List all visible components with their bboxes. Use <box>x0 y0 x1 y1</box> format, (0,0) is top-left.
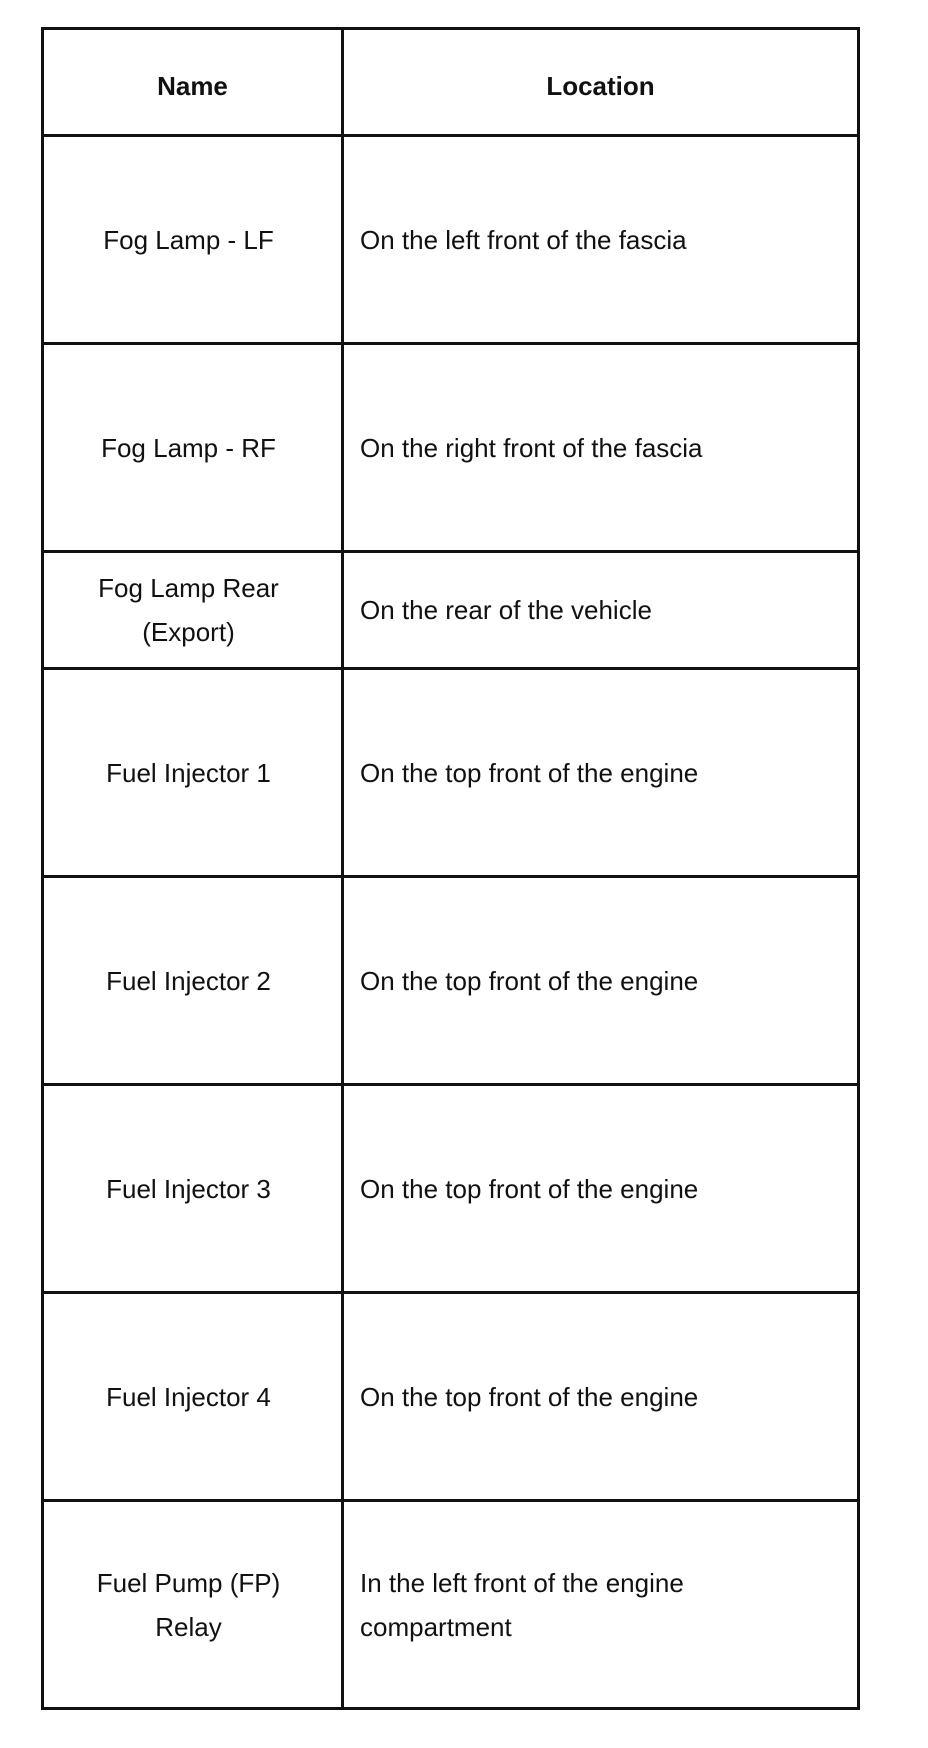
component-location-cell: In the left front of the engine compartment <box>343 1501 859 1709</box>
component-name-cell: Fuel Injector 2 <box>43 877 343 1085</box>
component-name-cell: Fuel Injector 3 <box>43 1085 343 1293</box>
component-location-cell: On the rear of the vehicle <box>343 552 859 669</box>
table-row <box>43 344 859 552</box>
component-location-table <box>41 27 860 1710</box>
component-name-cell: Fuel Pump (FP) Relay <box>43 1501 343 1709</box>
table-row <box>43 136 859 344</box>
component-location-cell: On the top front of the engine <box>343 877 859 1085</box>
name-column-header: Name <box>43 29 343 136</box>
component-location-cell: On the top front of the engine <box>343 669 859 877</box>
component-location-cell: On the top front of the engine <box>343 1293 859 1501</box>
component-name-cell: Fog Lamp - LF <box>43 136 343 344</box>
table-row <box>43 1293 859 1501</box>
table-row <box>43 1085 859 1293</box>
component-location-cell: On the top front of the engine <box>343 1085 859 1293</box>
table-row <box>43 552 859 669</box>
component-name-cell: Fuel Injector 4 <box>43 1293 343 1501</box>
header-row <box>43 29 859 136</box>
component-name-cell: Fog Lamp - RF <box>43 344 343 552</box>
table-row <box>43 1501 859 1709</box>
component-name-cell: Fuel Injector 1 <box>43 669 343 877</box>
table-row <box>43 669 859 877</box>
table-row <box>43 877 859 1085</box>
component-location-cell: On the left front of the fascia <box>343 136 859 344</box>
component-location-cell: On the right front of the fascia <box>343 344 859 552</box>
component-name-cell: Fog Lamp Rear (Export) <box>43 552 343 669</box>
location-column-header: Location <box>343 29 859 136</box>
